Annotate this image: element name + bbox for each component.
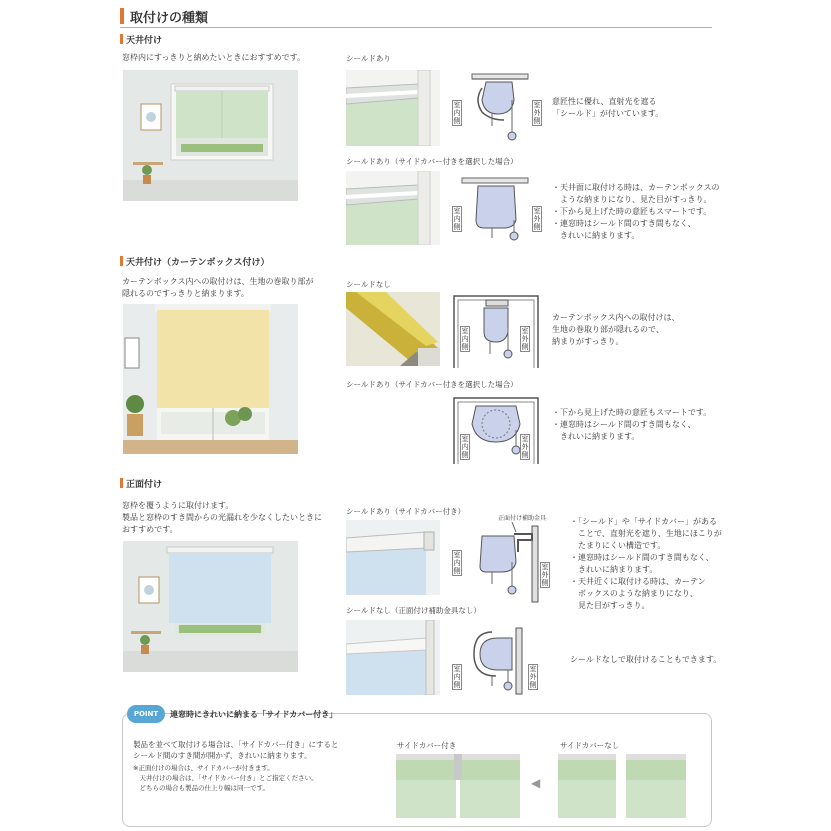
- front-description-1: 製品と窓枠のすき間からの光漏れを少なくしたいときに: [122, 513, 322, 522]
- ceiling-sidecover-closeup: [346, 171, 440, 245]
- front-variant1-note-3: ・連窓時はシールド間のすき間もなく、: [570, 553, 714, 562]
- curtain-box-variant1-note-0: カーテンボックス内への取付けは、: [552, 313, 680, 322]
- front-variant1-note-6: ボックスのような納まりになり、: [570, 589, 698, 598]
- ceiling-variant1-label: シールドあり: [346, 54, 391, 63]
- diagram-indoor-label: 室内側: [453, 207, 461, 231]
- section-heading-curtain-box: 天井付け（カーテンボックス付け）: [120, 255, 269, 268]
- curtain-box-variant2-note-0: ・下から見上げた時の意匠もスマートです。: [552, 408, 712, 417]
- curtain-box-variant1-note-2: 納まりがすっきり。: [552, 337, 624, 346]
- ceiling-shield-diagram: [452, 70, 544, 150]
- section-heading-ceiling: 天井付け: [120, 33, 162, 46]
- point-body-1: シールド間のすき間が開かず、きれいに納まります。: [133, 751, 312, 760]
- point-badge: POINT: [127, 705, 165, 723]
- diagram-indoor-label: 室内側: [461, 435, 469, 459]
- curtain-box-diagram: [450, 292, 546, 372]
- curtain-box-variant2-note-1: ・連窓時はシールド間のすき間もなく、: [552, 420, 696, 429]
- point-note-0: ※正面付けの場合は、サイドカバーが付きます。: [133, 764, 274, 772]
- diagram-outdoor-label: 室外側: [541, 563, 549, 587]
- ceiling-variant2-label: シールドあり（サイドカバー付きを選択した場合）: [346, 157, 518, 166]
- section-heading-front: 正面付け: [120, 477, 162, 490]
- front-no-shield-diagram: [452, 624, 552, 696]
- with-cover-label: サイドカバー付き: [397, 741, 457, 750]
- diagram-outdoor-label: 室外側: [521, 435, 529, 459]
- curtain-box-variant1-note-1: 生地の巻取り部が隠れるので、: [552, 325, 664, 334]
- compare-arrow-icon: ◀: [531, 776, 541, 790]
- point-body-0: 製品を並べて取付ける場合は、「サイドカバー付き」にすると: [133, 740, 339, 749]
- front-description-2: おすすめです。: [122, 525, 178, 534]
- without-cover-illustration: [558, 752, 686, 818]
- ceiling-description: 窓枠内にすっきりと納めたいときにおすすめです。: [122, 53, 305, 62]
- front-variant1-label: シールドあり（サイドカバー付き）: [346, 507, 466, 516]
- ceiling-shield-closeup: [346, 70, 440, 146]
- without-cover-label: サイドカバーなし: [560, 741, 620, 750]
- front-description-0: 窓枠を覆うように取付けます。: [122, 501, 234, 510]
- curtain-box-description-1: 隠れるのですっきりと納まります。: [122, 289, 249, 298]
- point-note-2: どちらの場合も製品の仕上り幅は同一です。: [133, 784, 269, 792]
- diagram-indoor-label: 室内側: [453, 665, 461, 689]
- front-sidecover-closeup: [346, 520, 440, 595]
- front-variant1-note-1: ことで、直射光を遮り、生地にほこりが: [570, 529, 722, 538]
- front-variant2-note-0: シールドなしで取付けることもできます。: [570, 655, 722, 664]
- ceiling-variant2-note-2: ・下から見上げた時の意匠もスマートです。: [552, 207, 712, 216]
- point-note-1: 天井付けの場合は、「サイドカバー付き」とご指定ください。: [133, 774, 318, 782]
- curtain-box-variant2-note-2: きれいに納まります。: [552, 432, 640, 441]
- front-variant1-note-2: たまりにくい構造です。: [570, 541, 666, 550]
- point-title: 連窓時にきれいに納まる「サイドカバー付き」: [170, 710, 338, 719]
- ceiling-variant2-note-0: ・天井面に取付ける時は、カーテンボックスの: [552, 183, 720, 192]
- front-room-photo: [123, 541, 298, 672]
- ceiling-variant1-note-1: 「シールド」が付いています。: [552, 109, 664, 118]
- front-variant2-label: シールドなし（正面付け補助金具なし）: [346, 606, 481, 615]
- front-sidecover-diagram: [452, 522, 552, 604]
- diagram-outdoor-label: 室外側: [521, 327, 529, 351]
- diagram-indoor-label: 室内側: [453, 551, 461, 575]
- front-variant1-note-0: ・「シールド」や「サイドカバー」がある: [570, 517, 718, 526]
- diagram-outdoor-label: 室外側: [533, 207, 541, 231]
- ceiling-sidecover-diagram: [452, 172, 544, 252]
- curtain-box-description-0: カーテンボックス内への取付けは、生地の巻取り部が: [122, 277, 314, 286]
- ceiling-variant2-note-4: きれいに納まります。: [552, 231, 640, 240]
- curtain-box-variant1-label: シールドなし: [346, 280, 391, 289]
- front-variant1-note-5: ・天井近くに取付ける時は、カーテン: [570, 577, 706, 586]
- curtain-box-closeup: [346, 292, 440, 366]
- ceiling-variant1-note-0: 意匠性に優れ、直射光を遮る: [552, 97, 657, 106]
- diagram-outdoor-label: 室外側: [533, 101, 541, 125]
- ceiling-variant2-note-3: ・連窓時はシールド間のすき間もなく、: [552, 219, 696, 228]
- diagram-indoor-label: 室内側: [453, 101, 461, 125]
- curtain-box-sidecover-diagram: [450, 394, 546, 466]
- with-cover-illustration: [396, 752, 520, 818]
- front-variant1-note-4: きれいに納まります。: [570, 565, 658, 574]
- curtain-box-variant2-label: シールドあり（サイドカバー付きを選択した場合）: [346, 380, 518, 389]
- front-no-shield-closeup: [346, 620, 440, 695]
- front-bracket-label: 正面付け補助金具: [498, 515, 547, 522]
- diagram-indoor-label: 室内側: [461, 327, 469, 351]
- page-title-bar: [120, 6, 712, 28]
- title-accent-mark: [120, 8, 124, 24]
- diagram-outdoor-label: 室外側: [529, 665, 537, 689]
- ceiling-variant2-note-1: ような納まりになり、見た目がすっきり。: [552, 195, 712, 204]
- ceiling-room-photo: [123, 70, 298, 201]
- page-title: 取付けの種類: [130, 11, 209, 26]
- curtain-box-room-photo: [123, 304, 298, 454]
- front-variant1-note-7: 見た目がすっきり。: [570, 601, 650, 610]
